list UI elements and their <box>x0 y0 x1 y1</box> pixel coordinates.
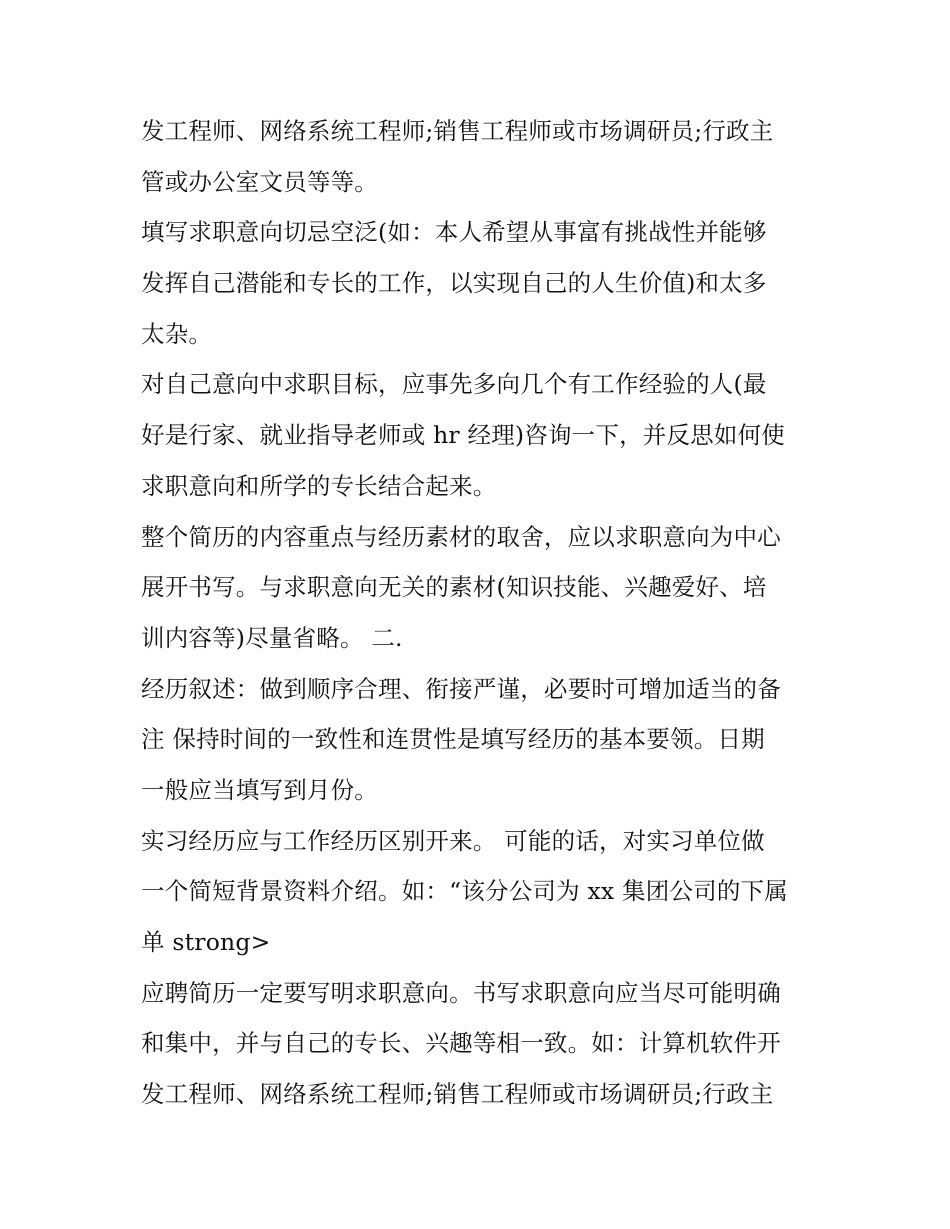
text-line: 好是行家、就业指导老师或 hr 经理)咨询一下，并反思如何使 <box>141 421 785 450</box>
text-line: 和集中，并与自己的专长、兴趣等相一致。如：计算机软件开 <box>141 1029 781 1058</box>
text-line: 太杂。 <box>141 319 213 348</box>
text-line: 一个简短背景资料介绍。如：“该分公司为 xx 集团公司的下属 <box>141 877 788 906</box>
text-line: 求职意向和所学的专长结合起来。 <box>141 471 497 500</box>
text-line: 应聘简历一定要写明求职意向。书写求职意向应当尽可能明确 <box>141 978 781 1007</box>
text-line: 整个简历的内容重点与经历素材的取舍，应以求职意向为中心 <box>141 522 781 551</box>
document-body <box>141 106 821 1120</box>
text-line: 经历叙述：做到顺序合理、衔接严谨，必要时可增加适当的备 <box>141 674 781 703</box>
text-line: 训内容等)尽量省略。 二. <box>141 623 403 652</box>
text-line: 发挥自己潜能和专长的工作，以实现自己的人生价值)和太多 <box>141 269 767 298</box>
text-line: 发工程师、网络系统工程师;销售工程师或市场调研员;行政主 <box>141 117 774 145</box>
text-line: 展开书写。与求职意向无关的素材(知识技能、兴趣爱好、培 <box>141 573 767 602</box>
text-line: 填写求职意向切忌空泛(如：本人希望从事富有挑战性并能够 <box>141 218 767 247</box>
text-line: 实习经历应与工作经历区别开来。 可能的话，对实习单位做 <box>141 826 765 855</box>
text-line: 一般应当填写到月份。 <box>141 775 378 804</box>
text-line: 对自己意向中求职目标，应事先多向几个有工作经验的人(最 <box>141 370 767 399</box>
text-line: 注 保持时间的一致性和连贯性是填写经历的基本要领。日期 <box>141 725 765 754</box>
text-line: 单 strong> <box>141 928 271 956</box>
text-line: 管或办公室文员等等。 <box>141 167 378 196</box>
text-line: 发工程师、网络系统工程师;销售工程师或市场调研员;行政主 <box>141 1080 774 1109</box>
